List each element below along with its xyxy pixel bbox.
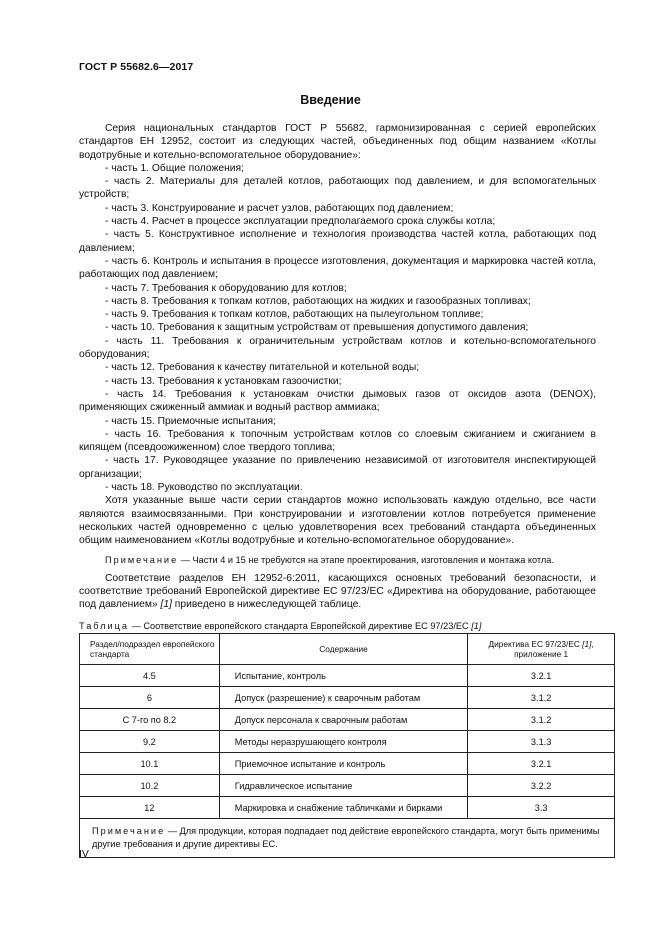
cell-directive: 3.1.2 (468, 687, 615, 709)
table-header-row (80, 634, 615, 665)
list-item: - часть 13. Требования к установкам газоочистки; (105, 375, 342, 387)
list-item: - часть 17. Руководящее указание по привлечению независимой от изготовителя инспектирующей организации; (79, 455, 596, 480)
note-text: — Части 4 и 15 не требуются на этапе проектирования, изготовления и монтажа котла. (178, 554, 554, 565)
cell-section: 10.1 (80, 753, 220, 775)
list-item: - часть 4. Расчет в процессе эксплуатации предполагаемого срока службы котла; (105, 216, 496, 228)
cell-content: Гидравлическое испытание (219, 775, 468, 797)
table-caption (79, 620, 596, 632)
cell-directive: 3.2.1 (468, 665, 615, 687)
table-caption-label: Таблица (79, 621, 130, 632)
list-item: - часть 6. Контроль и испытания в процессе изготовления, документация и маркировка частей котла, работающих под давлением; (79, 255, 596, 281)
note-parts (79, 554, 596, 566)
compliance-table (79, 633, 615, 858)
cell-directive: 3.1.2 (468, 709, 615, 731)
cell-content: Маркировка и снабжение табличками и бирками (219, 797, 468, 819)
cell-content: Методы неразрушающего контроля (219, 731, 468, 753)
cell-content: Допуск (разрешение) к сварочным работам (219, 687, 468, 709)
cell-directive: 3.2.1 (468, 753, 615, 775)
list-item: - часть 14. Требования к установкам очистки дымовых газов от оксидов азота (DENOX), применяющих сжиженный аммиак и водный раствор аммиака; (79, 388, 596, 414)
cell-section: 4.5 (80, 665, 220, 687)
list-item: - часть 5. Конструктивное исполнение и технология производства частей котла, работающих под давлением; (79, 229, 596, 254)
table-row (80, 775, 615, 797)
table-body (80, 665, 615, 819)
list-item: - часть 12. Требования к качеству питательной и котельной воды; (105, 362, 420, 374)
list-item: - часть 16. Требования к топочным устройствам котлов со слоевым сжиганием и сжиганием в кипящем (псевдоожиженном) слое твердого топлива; (79, 428, 596, 454)
cell-directive: 3.1.3 (468, 731, 615, 753)
header-content: Содержание (219, 634, 468, 665)
list-item: - часть 2. Материалы для деталей котлов, работающих под давлением, и для вспомогательных устройств; (79, 176, 596, 201)
document-header: ГОСТ Р 55682.6—2017 (79, 61, 194, 73)
list-item: - часть 7. Требования к оборудованию для котлов; (105, 282, 347, 294)
cell-section: 9.2 (80, 731, 220, 753)
header-directive-a: Директива ЕС 97/23/ЕС (488, 638, 583, 649)
table-row (80, 797, 615, 819)
cell-content: Допуск персонала к сварочным работам (219, 709, 468, 731)
table-row (80, 709, 615, 731)
header-directive-ref: [1] (582, 638, 592, 649)
compliance-tail: приведено в нижеследующей таблице. (171, 599, 362, 611)
table-row (80, 687, 615, 709)
table-row (80, 753, 615, 775)
cell-directive: 3.2.2 (468, 775, 615, 797)
paragraph-interrelation: Хотя указанные выше части серии стандартов можно использовать каждую отдельно, все части являются взаимосвязанными. При конструировании и изготовлении котлов потребуется применение нескольких частей одновременно с целью удовлетворения всех требований стандарта объединенных общим наименованием «Котлы водотрубные и котельно-вспомогательное оборудование». (79, 495, 596, 547)
list-item: - часть 3. Конструирование и расчет узлов, работающих под давлением; (105, 202, 454, 214)
list-item: - часть 10. Требования к защитным устройствам от превышения допустимого давления; (105, 322, 529, 334)
compliance-ref: [1] (160, 599, 172, 611)
cell-section: С 7-го по 8.2 (80, 709, 220, 731)
intro-paragraph: Серия национальных стандартов ГОСТ Р 55682, гармонизированная с серией европейских стандартов ЕН 12952, состоит из следующих частей, объединенных под общим названием «Котлы водотрубные и котельно-вспомогательное оборудование»: (79, 123, 596, 161)
page-number: IV (79, 848, 89, 860)
header-directive-b: , приложение 1 (514, 638, 594, 659)
list-item: - часть 1. Общие положения; (105, 162, 244, 174)
table-note (80, 819, 615, 858)
table-note-text: — Для продукции, которая подпадает под действие европейского стандарта, могут быть применимы другие требования и другие директивы ЕС. (92, 826, 600, 849)
table-row (80, 665, 615, 687)
cell-section: 10.2 (80, 775, 220, 797)
list-item: - часть 11. Требования к ограничительным устройствам котлов и котельно-вспомогательного оборудования; (79, 335, 596, 361)
cell-section: 6 (80, 687, 220, 709)
parts-list (79, 162, 596, 494)
list-item: - часть 15. Приемочные испытания; (105, 415, 276, 427)
list-item: - часть 8. Требования к топкам котлов, работающих на жидких и газообразных топливах; (105, 295, 531, 307)
body-text (79, 122, 596, 632)
table-caption-text: — Соответствие европейского стандарта Европейской директиве ЕС 97/23/ЕС (129, 621, 472, 632)
note-label: Примечание (105, 554, 179, 565)
table-note-label: Примечание (92, 826, 166, 836)
table-caption-ref: [1] (471, 621, 482, 632)
section-title: Введение (300, 93, 361, 107)
cell-content: Приемочное испытание и контроль (219, 753, 468, 775)
paragraph-compliance (79, 572, 596, 612)
header-section: Раздел/подраздел европейского стандарта (80, 634, 220, 665)
list-item: - часть 9. Требования к топкам котлов, работающих на пылеугольном топливе; (105, 309, 484, 321)
cell-section: 12 (80, 797, 220, 819)
cell-content: Испытание, контроль (219, 665, 468, 687)
list-item: - часть 18. Руководство по эксплуатации. (105, 482, 303, 494)
cell-directive: 3.3 (468, 797, 615, 819)
compliance-text: Соответствие разделов ЕН 12952-6:2011, касающихся основных требований безопасности, и соответствие требований Европейской директиве ЕС 97/23/ЕС «Директива на оборудование, работающее под давлением» (79, 572, 596, 611)
table-row (80, 731, 615, 753)
table-note-row (80, 819, 615, 858)
header-directive (468, 634, 615, 665)
